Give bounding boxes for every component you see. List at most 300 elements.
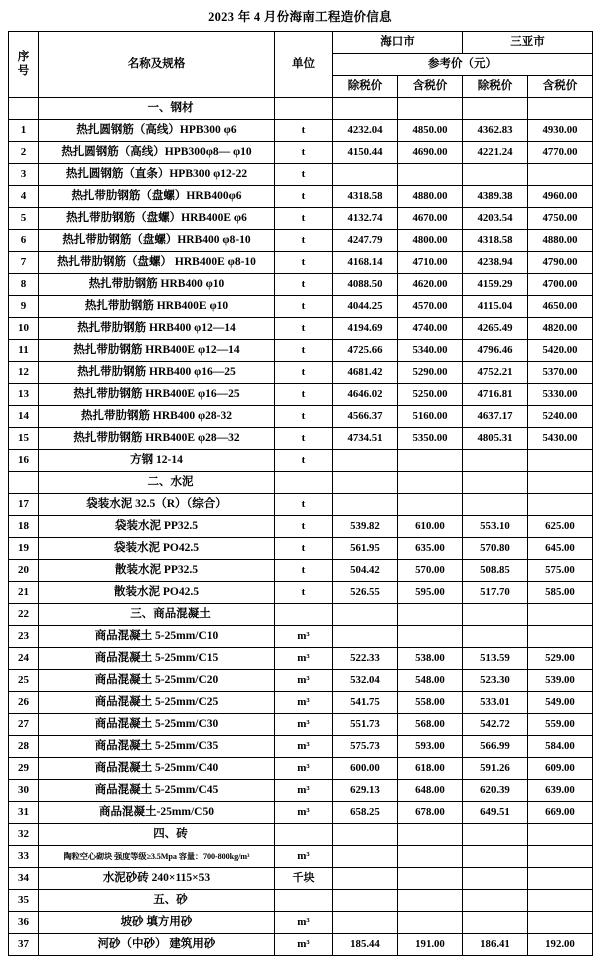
table-row <box>9 142 593 164</box>
table-row <box>9 714 593 736</box>
row-unit: m³ <box>275 626 333 648</box>
row-unit: m³ <box>275 714 333 736</box>
row-item-name: 散装水泥 PP32.5 <box>39 560 275 582</box>
row-sanya-inc-tax <box>528 494 593 516</box>
row-item-name: 袋装水泥 PO42.5 <box>39 538 275 560</box>
row-haikou-ex-tax: 4194.69 <box>333 318 398 340</box>
row-haikou-ex-tax <box>333 450 398 472</box>
row-index: 17 <box>9 494 39 516</box>
row-index: 20 <box>9 560 39 582</box>
table-row <box>9 120 593 142</box>
row-item-name: 袋装水泥 PP32.5 <box>39 516 275 538</box>
row-haikou-ex-tax <box>333 472 398 494</box>
row-unit: t <box>275 450 333 472</box>
row-sanya-inc-tax <box>528 164 593 186</box>
row-sanya-inc-tax: 669.00 <box>528 802 593 824</box>
row-sanya-inc-tax <box>528 868 593 890</box>
row-haikou-inc-tax <box>398 626 463 648</box>
table-row <box>9 406 593 428</box>
row-section-label: 五、砂 <box>39 890 275 912</box>
row-item-name: 热扎圆钢筋（高线）HPB300 φ6 <box>39 120 275 142</box>
row-unit <box>275 824 333 846</box>
row-unit: t <box>275 186 333 208</box>
row-sanya-ex-tax: 4805.31 <box>463 428 528 450</box>
row-unit: t <box>275 142 333 164</box>
row-haikou-inc-tax <box>398 868 463 890</box>
header-index-line2: 号 <box>17 64 30 77</box>
row-sanya-ex-tax <box>463 890 528 912</box>
row-haikou-ex-tax: 4150.44 <box>333 142 398 164</box>
row-sanya-inc-tax: 645.00 <box>528 538 593 560</box>
row-sanya-inc-tax: 4700.00 <box>528 274 593 296</box>
row-haikou-ex-tax <box>333 846 398 868</box>
row-index: 22 <box>9 604 39 626</box>
row-sanya-inc-tax: 559.00 <box>528 714 593 736</box>
table-row <box>9 824 593 846</box>
row-index: 37 <box>9 934 39 956</box>
row-section-label: 二、水泥 <box>39 472 275 494</box>
table-row <box>9 604 593 626</box>
row-unit: t <box>275 428 333 450</box>
row-index: 11 <box>9 340 39 362</box>
row-item-name: 商品混凝土 5-25mm/C40 <box>39 758 275 780</box>
row-index: 15 <box>9 428 39 450</box>
table-row <box>9 98 593 120</box>
table-header <box>9 32 593 98</box>
row-unit: t <box>275 384 333 406</box>
table-row <box>9 560 593 582</box>
row-sanya-ex-tax: 513.59 <box>463 648 528 670</box>
row-haikou-inc-tax: 558.00 <box>398 692 463 714</box>
row-haikou-inc-tax: 568.00 <box>398 714 463 736</box>
row-index: 8 <box>9 274 39 296</box>
row-index: 16 <box>9 450 39 472</box>
row-index: 35 <box>9 890 39 912</box>
row-sanya-inc-tax <box>528 604 593 626</box>
table-row <box>9 890 593 912</box>
row-haikou-inc-tax: 4690.00 <box>398 142 463 164</box>
table-row <box>9 472 593 494</box>
row-haikou-ex-tax: 4318.58 <box>333 186 398 208</box>
row-sanya-ex-tax: 553.10 <box>463 516 528 538</box>
header-name: 名称及规格 <box>39 32 275 98</box>
price-table <box>8 31 593 956</box>
row-unit: t <box>275 582 333 604</box>
row-index: 27 <box>9 714 39 736</box>
row-sanya-ex-tax: 566.99 <box>463 736 528 758</box>
header-unit: 单位 <box>275 32 333 98</box>
row-unit: m³ <box>275 692 333 714</box>
row-sanya-ex-tax <box>463 846 528 868</box>
row-index: 30 <box>9 780 39 802</box>
row-sanya-ex-tax: 4159.29 <box>463 274 528 296</box>
row-item-name: 商品混凝土-25mm/C50 <box>39 802 275 824</box>
row-sanya-inc-tax: 609.00 <box>528 758 593 780</box>
row-index: 19 <box>9 538 39 560</box>
row-sanya-inc-tax <box>528 472 593 494</box>
row-haikou-ex-tax <box>333 626 398 648</box>
row-item-name: 热扎带肋钢筋（盘螺） HRB400E φ8-10 <box>39 252 275 274</box>
row-haikou-inc-tax: 191.00 <box>398 934 463 956</box>
row-index: 24 <box>9 648 39 670</box>
header-city-haikou: 海口市 <box>333 32 463 54</box>
table-row <box>9 912 593 934</box>
row-unit: m³ <box>275 846 333 868</box>
row-sanya-inc-tax: 585.00 <box>528 582 593 604</box>
row-index: 14 <box>9 406 39 428</box>
row-unit: t <box>275 340 333 362</box>
row-sanya-ex-tax: 4221.24 <box>463 142 528 164</box>
row-sanya-ex-tax: 4265.49 <box>463 318 528 340</box>
row-haikou-inc-tax: 4570.00 <box>398 296 463 318</box>
row-haikou-inc-tax: 4710.00 <box>398 252 463 274</box>
row-item-name: 陶粒空心砌块 强度等级≥3.5Mpa 容量：700-800kg/m³ <box>39 846 275 868</box>
row-haikou-inc-tax: 4850.00 <box>398 120 463 142</box>
row-item-name: 商品混凝土 5-25mm/C10 <box>39 626 275 648</box>
row-sanya-ex-tax: 4389.38 <box>463 186 528 208</box>
row-sanya-ex-tax: 4716.81 <box>463 384 528 406</box>
row-haikou-inc-tax: 5160.00 <box>398 406 463 428</box>
row-unit <box>275 604 333 626</box>
row-unit: t <box>275 274 333 296</box>
header-index <box>9 32 39 98</box>
row-item-name: 水泥砂砖 240×115×53 <box>39 868 275 890</box>
row-haikou-ex-tax: 4168.14 <box>333 252 398 274</box>
row-item-name: 袋装水泥 32.5（R）（综合） <box>39 494 275 516</box>
row-index: 21 <box>9 582 39 604</box>
table-row <box>9 230 593 252</box>
table-row <box>9 252 593 274</box>
table-row <box>9 318 593 340</box>
row-haikou-ex-tax: 4725.66 <box>333 340 398 362</box>
row-haikou-ex-tax: 539.82 <box>333 516 398 538</box>
row-sanya-ex-tax: 4752.21 <box>463 362 528 384</box>
row-sanya-inc-tax <box>528 626 593 648</box>
row-haikou-inc-tax: 593.00 <box>398 736 463 758</box>
row-sanya-inc-tax: 5420.00 <box>528 340 593 362</box>
row-haikou-ex-tax: 4232.04 <box>333 120 398 142</box>
row-sanya-inc-tax: 4880.00 <box>528 230 593 252</box>
row-unit: t <box>275 516 333 538</box>
row-index: 1 <box>9 120 39 142</box>
table-row <box>9 450 593 472</box>
row-haikou-ex-tax <box>333 868 398 890</box>
row-sanya-ex-tax <box>463 472 528 494</box>
row-sanya-ex-tax: 4637.17 <box>463 406 528 428</box>
row-haikou-ex-tax <box>333 604 398 626</box>
row-sanya-inc-tax <box>528 450 593 472</box>
table-row <box>9 362 593 384</box>
row-haikou-ex-tax: 629.13 <box>333 780 398 802</box>
row-haikou-ex-tax <box>333 912 398 934</box>
row-sanya-inc-tax: 5370.00 <box>528 362 593 384</box>
row-unit: 千块 <box>275 868 333 890</box>
table-row <box>9 164 593 186</box>
row-index: 7 <box>9 252 39 274</box>
table-row <box>9 780 593 802</box>
header-haikou-inc-tax: 含税价 <box>398 76 463 98</box>
row-unit: t <box>275 252 333 274</box>
row-unit: t <box>275 494 333 516</box>
row-unit: t <box>275 318 333 340</box>
row-index: 31 <box>9 802 39 824</box>
row-haikou-inc-tax: 4620.00 <box>398 274 463 296</box>
row-index: 18 <box>9 516 39 538</box>
row-haikou-inc-tax: 610.00 <box>398 516 463 538</box>
table-row <box>9 274 593 296</box>
row-sanya-inc-tax <box>528 890 593 912</box>
row-haikou-ex-tax: 4132.74 <box>333 208 398 230</box>
row-item-name: 热扎带肋钢筋 HRB400 φ12—14 <box>39 318 275 340</box>
row-sanya-ex-tax: 620.39 <box>463 780 528 802</box>
row-sanya-ex-tax: 4796.46 <box>463 340 528 362</box>
row-sanya-ex-tax <box>463 626 528 648</box>
row-sanya-inc-tax <box>528 98 593 120</box>
row-haikou-inc-tax: 4670.00 <box>398 208 463 230</box>
row-haikou-ex-tax: 575.73 <box>333 736 398 758</box>
row-sanya-inc-tax: 5430.00 <box>528 428 593 450</box>
row-item-name: 坡砂 填方用砂 <box>39 912 275 934</box>
row-sanya-inc-tax: 4650.00 <box>528 296 593 318</box>
row-haikou-inc-tax: 570.00 <box>398 560 463 582</box>
row-haikou-ex-tax: 658.25 <box>333 802 398 824</box>
row-item-name: 商品混凝土 5-25mm/C45 <box>39 780 275 802</box>
row-haikou-inc-tax: 595.00 <box>398 582 463 604</box>
row-sanya-inc-tax <box>528 846 593 868</box>
row-index: 9 <box>9 296 39 318</box>
row-haikou-ex-tax: 551.73 <box>333 714 398 736</box>
row-unit: t <box>275 164 333 186</box>
row-haikou-ex-tax: 4681.42 <box>333 362 398 384</box>
table-row <box>9 648 593 670</box>
table-row <box>9 494 593 516</box>
row-sanya-inc-tax: 4790.00 <box>528 252 593 274</box>
row-unit: m³ <box>275 648 333 670</box>
row-haikou-inc-tax <box>398 472 463 494</box>
table-row <box>9 758 593 780</box>
row-unit <box>275 98 333 120</box>
row-sanya-inc-tax: 575.00 <box>528 560 593 582</box>
row-haikou-ex-tax <box>333 890 398 912</box>
table-row <box>9 186 593 208</box>
row-section-label: 一、钢材 <box>39 98 275 120</box>
table-row <box>9 516 593 538</box>
row-sanya-inc-tax: 529.00 <box>528 648 593 670</box>
row-unit <box>275 472 333 494</box>
row-haikou-inc-tax <box>398 98 463 120</box>
row-haikou-ex-tax: 522.33 <box>333 648 398 670</box>
row-item-name: 商品混凝土 5-25mm/C30 <box>39 714 275 736</box>
table-row <box>9 626 593 648</box>
row-haikou-inc-tax: 4800.00 <box>398 230 463 252</box>
row-sanya-inc-tax: 625.00 <box>528 516 593 538</box>
row-haikou-inc-tax: 5290.00 <box>398 362 463 384</box>
row-haikou-ex-tax: 4044.25 <box>333 296 398 318</box>
row-item-name: 热扎带肋钢筋 HRB400E φ10 <box>39 296 275 318</box>
row-sanya-inc-tax: 549.00 <box>528 692 593 714</box>
row-haikou-ex-tax: 4734.51 <box>333 428 398 450</box>
row-sanya-inc-tax: 4820.00 <box>528 318 593 340</box>
row-index: 4 <box>9 186 39 208</box>
row-unit: m³ <box>275 758 333 780</box>
row-unit: m³ <box>275 670 333 692</box>
row-index: 2 <box>9 142 39 164</box>
row-index: 36 <box>9 912 39 934</box>
table-row <box>9 670 593 692</box>
header-sanya-ex-tax: 除税价 <box>463 76 528 98</box>
row-sanya-ex-tax: 186.41 <box>463 934 528 956</box>
row-unit: t <box>275 362 333 384</box>
row-haikou-inc-tax <box>398 494 463 516</box>
row-haikou-ex-tax <box>333 494 398 516</box>
row-sanya-ex-tax <box>463 164 528 186</box>
row-haikou-ex-tax: 4646.02 <box>333 384 398 406</box>
table-row <box>9 384 593 406</box>
row-sanya-inc-tax: 4750.00 <box>528 208 593 230</box>
header-reference-price: 参考价（元） <box>333 54 593 76</box>
table-row <box>9 802 593 824</box>
row-sanya-ex-tax: 4362.83 <box>463 120 528 142</box>
row-haikou-inc-tax: 5350.00 <box>398 428 463 450</box>
row-unit: t <box>275 208 333 230</box>
row-haikou-inc-tax: 538.00 <box>398 648 463 670</box>
row-index: 29 <box>9 758 39 780</box>
row-sanya-ex-tax: 508.85 <box>463 560 528 582</box>
row-sanya-inc-tax <box>528 824 593 846</box>
table-row <box>9 538 593 560</box>
row-sanya-inc-tax: 539.00 <box>528 670 593 692</box>
row-index: 5 <box>9 208 39 230</box>
row-item-name: 商品混凝土 5-25mm/C35 <box>39 736 275 758</box>
row-sanya-ex-tax <box>463 912 528 934</box>
row-haikou-inc-tax: 5250.00 <box>398 384 463 406</box>
row-sanya-ex-tax: 523.30 <box>463 670 528 692</box>
row-unit <box>275 890 333 912</box>
row-item-name: 热扎带肋钢筋 HRB400 φ16—25 <box>39 362 275 384</box>
row-unit: m³ <box>275 912 333 934</box>
row-index: 32 <box>9 824 39 846</box>
row-index: 26 <box>9 692 39 714</box>
row-index <box>9 472 39 494</box>
table-body <box>9 98 593 956</box>
row-unit: t <box>275 296 333 318</box>
table-row <box>9 868 593 890</box>
row-index <box>9 98 39 120</box>
header-sanya-inc-tax: 含税价 <box>528 76 593 98</box>
row-index: 25 <box>9 670 39 692</box>
row-sanya-ex-tax: 4203.54 <box>463 208 528 230</box>
row-haikou-inc-tax <box>398 890 463 912</box>
row-item-name: 热扎圆钢筋（高线）HPB300φ8— φ10 <box>39 142 275 164</box>
row-item-name: 热扎带肋钢筋（盘螺）HRB400φ6 <box>39 186 275 208</box>
row-unit: t <box>275 406 333 428</box>
row-haikou-ex-tax: 532.04 <box>333 670 398 692</box>
row-haikou-inc-tax <box>398 604 463 626</box>
row-item-name: 方钢 12-14 <box>39 450 275 472</box>
row-item-name: 河砂（中砂） 建筑用砂 <box>39 934 275 956</box>
table-row <box>9 846 593 868</box>
row-unit: m³ <box>275 780 333 802</box>
row-sanya-ex-tax <box>463 494 528 516</box>
row-unit: m³ <box>275 736 333 758</box>
row-sanya-ex-tax: 591.26 <box>463 758 528 780</box>
row-haikou-inc-tax <box>398 824 463 846</box>
row-item-name: 热扎带肋钢筋 HRB400E φ12—14 <box>39 340 275 362</box>
row-index: 6 <box>9 230 39 252</box>
row-sanya-ex-tax: 4238.94 <box>463 252 528 274</box>
row-haikou-inc-tax: 618.00 <box>398 758 463 780</box>
row-haikou-inc-tax: 648.00 <box>398 780 463 802</box>
row-unit: m³ <box>275 802 333 824</box>
row-sanya-ex-tax <box>463 450 528 472</box>
row-haikou-inc-tax <box>398 164 463 186</box>
row-sanya-inc-tax: 639.00 <box>528 780 593 802</box>
table-row <box>9 736 593 758</box>
row-haikou-inc-tax: 635.00 <box>398 538 463 560</box>
row-index: 3 <box>9 164 39 186</box>
table-row <box>9 934 593 956</box>
page-title: 2023 年 4 月份海南工程造价信息 <box>208 10 392 24</box>
row-haikou-inc-tax: 5340.00 <box>398 340 463 362</box>
row-index: 33 <box>9 846 39 868</box>
row-haikou-inc-tax: 4740.00 <box>398 318 463 340</box>
row-haikou-ex-tax <box>333 164 398 186</box>
row-item-name: 热扎带肋钢筋（盘螺）HRB400E φ6 <box>39 208 275 230</box>
row-sanya-inc-tax: 192.00 <box>528 934 593 956</box>
row-haikou-ex-tax <box>333 98 398 120</box>
table-row <box>9 582 593 604</box>
row-sanya-ex-tax: 4115.04 <box>463 296 528 318</box>
row-item-name: 热扎圆钢筋（直条）HPB300 φ12-22 <box>39 164 275 186</box>
row-index: 10 <box>9 318 39 340</box>
row-sanya-ex-tax <box>463 604 528 626</box>
row-sanya-ex-tax: 533.01 <box>463 692 528 714</box>
row-section-label: 三、商品混凝土 <box>39 604 275 626</box>
row-item-name: 热扎带肋钢筋 HRB400 φ28-32 <box>39 406 275 428</box>
row-haikou-inc-tax <box>398 450 463 472</box>
row-haikou-ex-tax: 561.95 <box>333 538 398 560</box>
row-index: 12 <box>9 362 39 384</box>
header-city-sanya: 三亚市 <box>463 32 593 54</box>
row-unit: m³ <box>275 934 333 956</box>
row-item-name: 商品混凝土 5-25mm/C15 <box>39 648 275 670</box>
row-item-name: 散装水泥 PO42.5 <box>39 582 275 604</box>
row-haikou-ex-tax: 541.75 <box>333 692 398 714</box>
row-sanya-inc-tax: 584.00 <box>528 736 593 758</box>
row-sanya-inc-tax: 4770.00 <box>528 142 593 164</box>
row-haikou-ex-tax <box>333 824 398 846</box>
row-haikou-ex-tax: 185.44 <box>333 934 398 956</box>
row-unit: t <box>275 120 333 142</box>
row-index: 34 <box>9 868 39 890</box>
table-row <box>9 428 593 450</box>
row-haikou-inc-tax: 678.00 <box>398 802 463 824</box>
table-row <box>9 340 593 362</box>
table-row <box>9 692 593 714</box>
table-row <box>9 208 593 230</box>
row-haikou-ex-tax: 4566.37 <box>333 406 398 428</box>
row-sanya-ex-tax <box>463 98 528 120</box>
row-section-label: 四、砖 <box>39 824 275 846</box>
row-index: 13 <box>9 384 39 406</box>
row-sanya-ex-tax <box>463 868 528 890</box>
row-haikou-inc-tax <box>398 846 463 868</box>
row-unit: t <box>275 230 333 252</box>
table-row <box>9 296 593 318</box>
row-haikou-inc-tax: 4880.00 <box>398 186 463 208</box>
row-item-name: 热扎带肋钢筋 HRB400 φ10 <box>39 274 275 296</box>
row-sanya-ex-tax: 649.51 <box>463 802 528 824</box>
